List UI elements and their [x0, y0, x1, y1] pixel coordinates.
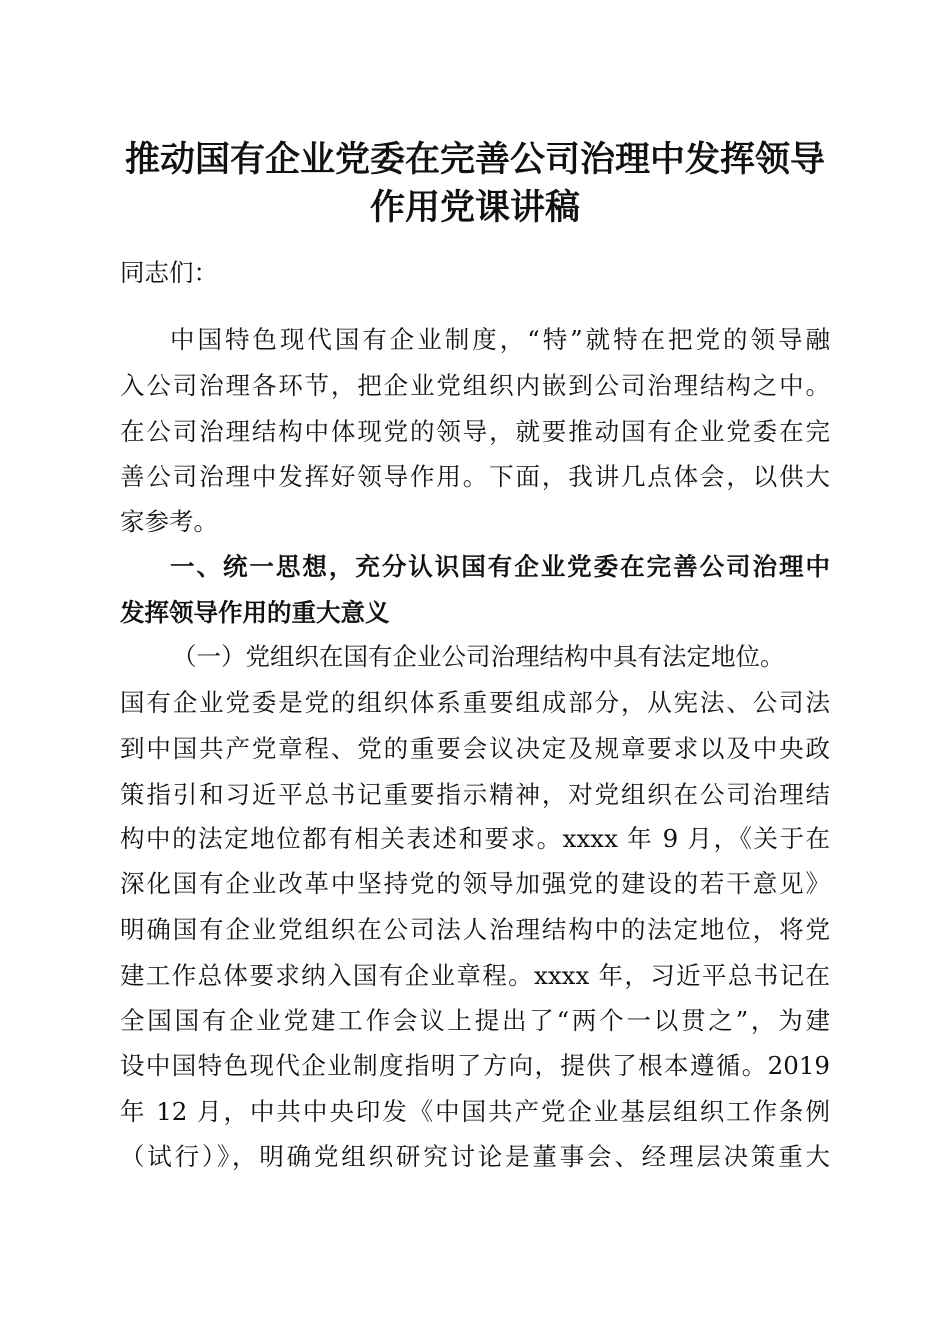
document-title-line-1: 推动国有企业党委在完善公司治理中发挥领导 — [124, 139, 825, 180]
body-line: 建工作总体要求纳入国有企业章程。xxxx 年，习近平总书记在 — [120, 961, 830, 990]
body-line: 构中的法定地位都有相关表述和要求。xxxx 年 9 月，《关于在 — [120, 824, 830, 853]
body-line: 全国国有企业党建工作会议上提出了“两个一以贯之”，为建 — [120, 1006, 830, 1035]
section-heading-line: 发挥领导作用的重大意义 — [120, 598, 390, 627]
body-line: 国有企业党委是党的组织体系重要组成部分，从宪法、公司法 — [120, 688, 830, 717]
body-line: 年 12 月，中共中央印发《中国共产党企业基层组织工作条例 — [120, 1097, 830, 1126]
salutation: 同志们： — [120, 258, 218, 287]
intro-line: 善公司治理中发挥好领导作用。下面，我讲几点体会，以供大 — [120, 462, 830, 491]
body-line: （试行）》，明确党组织研究讨论是董事会、经理层决策重大 — [120, 1142, 830, 1171]
body-line: 到中国共产党章程、党的重要会议决定及规章要求以及中央政 — [120, 734, 830, 763]
body-line: 设中国特色现代企业制度指明了方向，提供了根本遵循。2019 — [120, 1051, 830, 1080]
body-line: 策指引和习近平总书记重要指示精神，对党组织在公司治理结 — [120, 780, 830, 809]
subsection-heading: （一）党组织在国有企业公司治理结构中具有法定地位。 — [172, 642, 785, 671]
intro-line: 中国特色现代国有企业制度，“特”就特在把党的领导融 — [170, 325, 830, 354]
document-title-line-2: 作用党课讲稿 — [369, 187, 580, 228]
intro-line: 在公司治理结构中体现党的领导，就要推动国有企业党委在完 — [120, 417, 830, 446]
body-line: 深化国有企业改革中坚持党的领导加强党的建设的若干意见》 — [120, 869, 830, 898]
intro-line: 家参考。 — [120, 507, 218, 536]
intro-line: 入公司治理各环节，把企业党组织内嵌到公司治理结构之中。 — [120, 371, 830, 400]
section-heading-line: 一、统一思想，充分认识国有企业党委在完善公司治理中 — [170, 552, 830, 581]
body-line: 明确国有企业党组织在公司法人治理结构中的法定地位，将党 — [120, 915, 830, 944]
